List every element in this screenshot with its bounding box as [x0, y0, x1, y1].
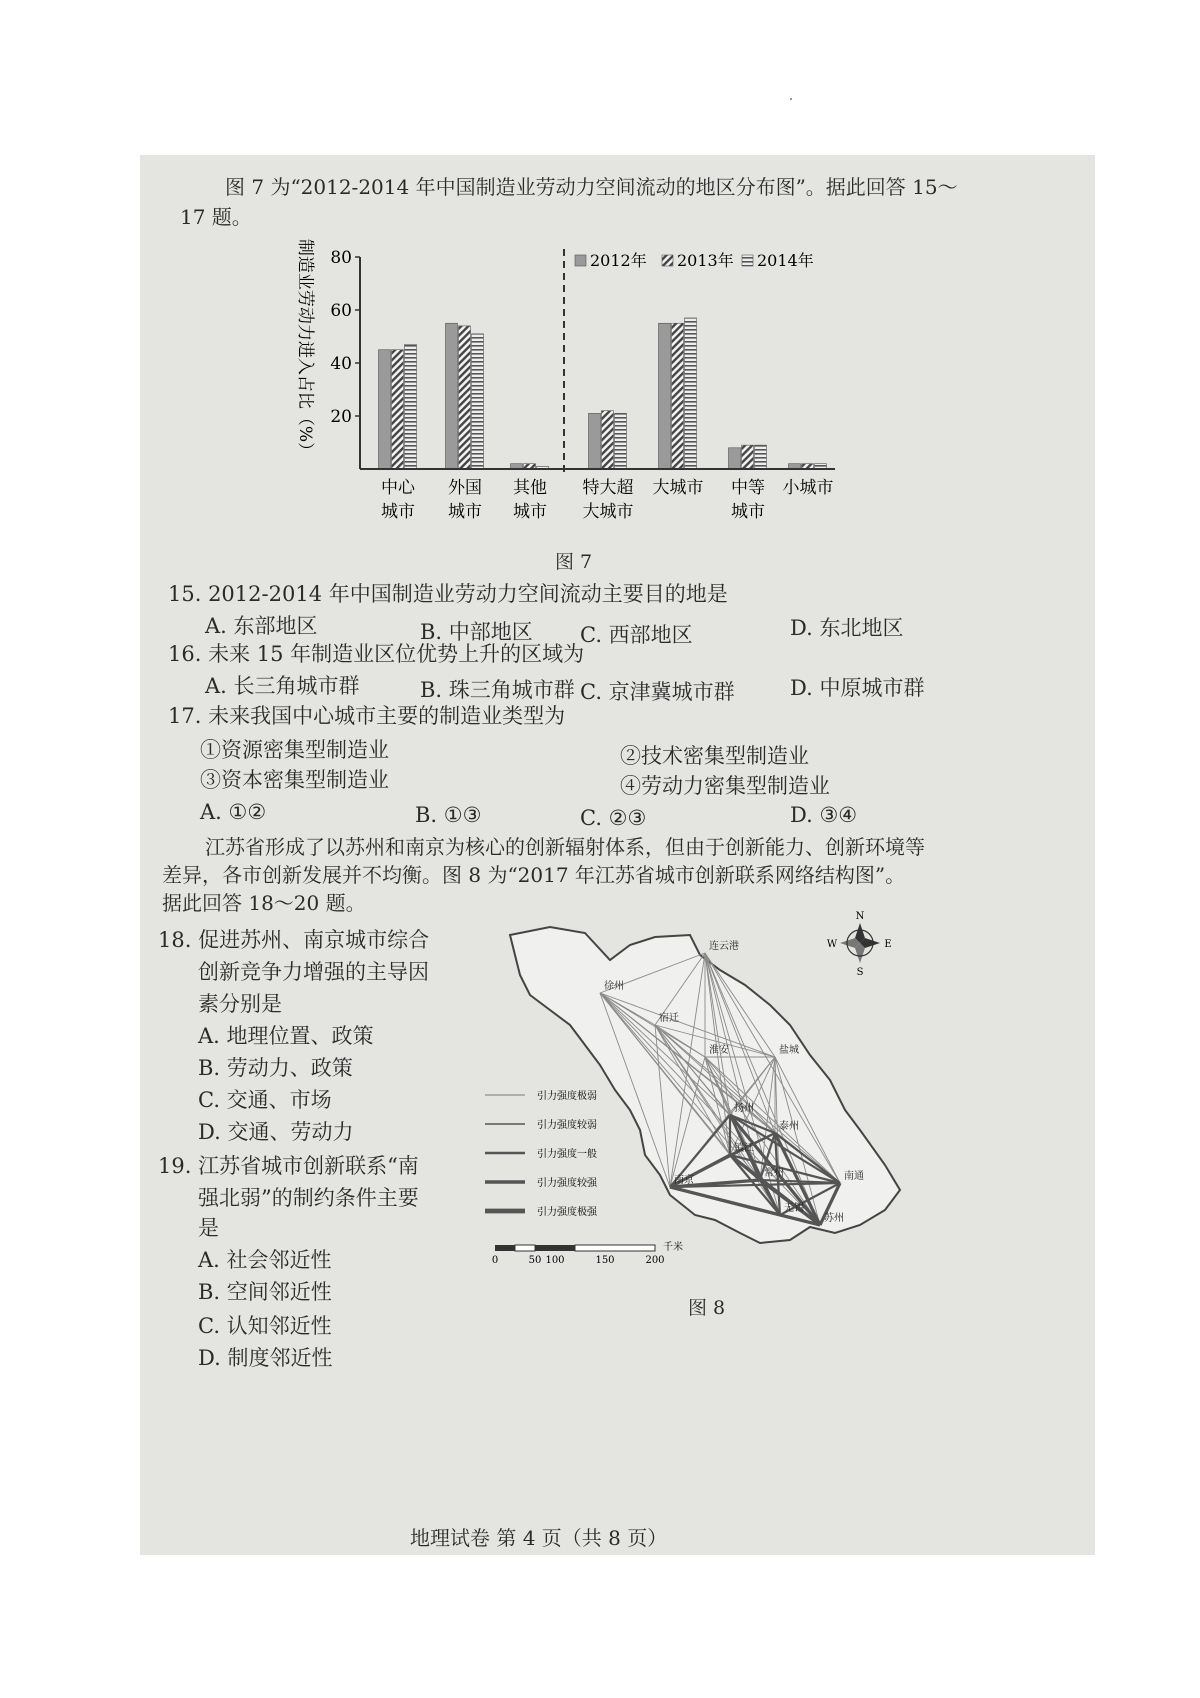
x-tick-label: 中心 [381, 478, 415, 498]
page-footer: 地理试卷 第 4 页（共 8 页） [410, 1526, 668, 1550]
city-label: 无锡 [784, 1203, 804, 1214]
scale-tick-100: 100 [545, 1255, 565, 1266]
x-tick-label: 中等 [731, 478, 765, 498]
y-tick-label: 80 [330, 248, 352, 268]
x-tick-label: 城市 [513, 502, 547, 522]
x-tick-label: 城市 [381, 502, 415, 522]
q17-item-1: ①资源密集型制造业 [200, 738, 389, 762]
x-tick-label: 大城市 [652, 478, 704, 498]
y-axis-label: 制造业劳动力进入占比（%） [295, 238, 315, 460]
map-legend-label: 引力强度较弱 [537, 1120, 597, 1131]
q17-option-b[interactable]: B. ①③ [415, 803, 482, 827]
scale-bar [492, 1240, 683, 1266]
bar-2014年-4 [685, 318, 697, 469]
q17-option-c[interactable]: C. ②③ [580, 806, 647, 830]
q16-option-a[interactable]: A. 长三角城市群 [205, 674, 360, 698]
bar-2013年-3 [602, 411, 614, 469]
q17-item-2: ②技术密集型制造业 [620, 744, 809, 768]
bar-2013年-0 [392, 350, 404, 469]
bar-2013年-4 [672, 323, 684, 469]
q19-option-d[interactable]: D. 制度邻近性 [198, 1346, 333, 1370]
city-label: 南通 [844, 1171, 864, 1182]
q17-option-a[interactable]: A. ①② [200, 800, 267, 824]
city-label: 盐城 [779, 1045, 799, 1056]
intro-fig7: 图 7 为“2012-2014 年中国制造业劳动力空间流动的地区分布图”。据此回答 15～ [225, 175, 958, 199]
compass-rose [827, 911, 892, 978]
bar-2014年-0 [405, 344, 417, 469]
bar-2014年-1 [472, 334, 484, 469]
q16-stem: 16. 未来 15 年制造业区位优势上升的区域为 [168, 642, 585, 666]
q16-option-d[interactable]: D. 中原城市群 [790, 676, 925, 700]
scale-unit: 千米 [663, 1242, 683, 1253]
q19-option-b[interactable]: B. 空间邻近性 [198, 1280, 332, 1304]
city-label: 宿迁 [659, 1013, 679, 1024]
bar-2012年-3 [589, 413, 601, 469]
q18-stem-line1: 18. 促进苏州、南京城市综合 [158, 928, 430, 952]
scale-tick-150: 150 [595, 1255, 615, 1266]
x-tick-label: 城市 [731, 502, 765, 522]
legend-label: 2012年 [590, 251, 647, 270]
map-legend-label: 引力强度较强 [537, 1178, 597, 1189]
city-label: 连云港 [709, 941, 739, 952]
exam-page [140, 155, 1095, 1555]
city-label: 徐州 [604, 981, 624, 992]
legend-label: 2014年 [757, 251, 814, 270]
x-tick-label: 城市 [448, 502, 482, 522]
q16-option-c[interactable]: C. 京津冀城市群 [580, 680, 735, 704]
map-legend-label: 引力强度极强 [537, 1207, 597, 1218]
bar-2012年-0 [379, 350, 391, 469]
y-tick-label: 60 [330, 301, 352, 321]
q15-option-a[interactable]: A. 东部地区 [205, 614, 318, 638]
q18-option-a[interactable]: A. 地理位置、政策 [198, 1024, 374, 1048]
q15-option-b[interactable]: B. 中部地区 [420, 620, 533, 644]
city-label: 南京 [674, 1175, 694, 1186]
bar-2014年-3 [615, 413, 627, 469]
bar-2012年-1 [446, 323, 458, 469]
q17-item-3: ③资本密集型制造业 [200, 768, 389, 792]
q19-option-a[interactable]: A. 社会邻近性 [198, 1248, 332, 1272]
scale-tick-200: 200 [645, 1255, 665, 1266]
compass-n: N [855, 911, 865, 922]
city-label: 常州 [764, 1168, 784, 1179]
q18-option-d[interactable]: D. 交通、劳动力 [198, 1120, 354, 1144]
city-label: 扬州 [734, 1103, 754, 1114]
city-label: 泰州 [779, 1121, 799, 1132]
intro-fig8-line2: 差异，各市创新发展并不均衡。图 8 为“2017 年江苏省城市创新联系网络结构图”。 [162, 863, 906, 887]
q15-option-c[interactable]: C. 西部地区 [580, 623, 693, 647]
q17-option-d[interactable]: D. ③④ [790, 803, 858, 827]
legend-swatch [662, 255, 673, 266]
city-label: 镇江 [734, 1143, 754, 1154]
map-legend-label: 引力强度极弱 [537, 1091, 597, 1102]
scan-speck [790, 98, 792, 100]
q18-stem-line3: 素分别是 [198, 992, 282, 1016]
city-label: 苏州 [824, 1213, 844, 1224]
x-tick-label: 外国 [448, 478, 482, 498]
q17-stem: 17. 未来我国中心城市主要的制造业类型为 [168, 704, 566, 728]
figure-8-caption: 图 8 [688, 1297, 726, 1319]
y-tick-label: 40 [330, 354, 352, 374]
x-tick-label: 其他 [513, 478, 547, 498]
figure-7-chart [280, 237, 840, 567]
x-tick-label: 特大超 [582, 478, 634, 498]
q16-option-b[interactable]: B. 珠三角城市群 [420, 678, 575, 702]
city-label: 淮安 [709, 1045, 729, 1056]
intro-fig8-line1: 江苏省形成了以苏州和南京为核心的创新辐射体系，但由于创新能力、创新环境等 [205, 835, 925, 859]
intro-fig7-cont: 17 题。 [180, 205, 252, 229]
x-tick-label: 大城市 [582, 502, 634, 522]
legend-label: 2013年 [677, 251, 734, 270]
q19-stem-line1: 19. 江苏省城市创新联系“南 [158, 1154, 419, 1178]
map-legend-label: 引力强度一般 [537, 1149, 597, 1160]
q19-stem-line3: 是 [198, 1216, 219, 1240]
figure-7-caption: 图 7 [555, 551, 593, 573]
bar-2012年-4 [659, 323, 671, 469]
compass-e: E [884, 939, 892, 950]
q19-stem-line2: 强北弱”的制约条件主要 [198, 1186, 419, 1210]
q17-item-4: ④劳动力密集型制造业 [620, 774, 830, 798]
intro-fig8-line3: 据此回答 18～20 题。 [162, 891, 366, 915]
legend-swatch [575, 255, 586, 266]
compass-w: W [826, 939, 838, 950]
q18-stem-line2: 创新竞争力增强的主导因 [198, 960, 429, 984]
q15-option-d[interactable]: D. 东北地区 [790, 616, 904, 640]
q19-option-c[interactable]: C. 认知邻近性 [198, 1314, 332, 1338]
bar-2014年-5 [755, 445, 767, 469]
q15-stem: 15. 2012-2014 年中国制造业劳动力空间流动主要目的地是 [168, 582, 728, 606]
figure-8-map [490, 911, 960, 1275]
bar-2013年-5 [742, 445, 754, 469]
q18-option-b[interactable]: B. 劳动力、政策 [198, 1056, 353, 1080]
q18-option-c[interactable]: C. 交通、市场 [198, 1088, 332, 1112]
bar-2012年-5 [729, 448, 741, 469]
x-tick-label: 小城市 [782, 478, 834, 498]
scale-tick-50: 50 [528, 1255, 542, 1266]
scale-tick-0: 0 [491, 1255, 499, 1266]
bar-2013年-1 [459, 326, 471, 469]
legend-swatch [742, 255, 753, 266]
y-tick-label: 20 [330, 407, 352, 427]
compass-s: S [856, 967, 864, 978]
